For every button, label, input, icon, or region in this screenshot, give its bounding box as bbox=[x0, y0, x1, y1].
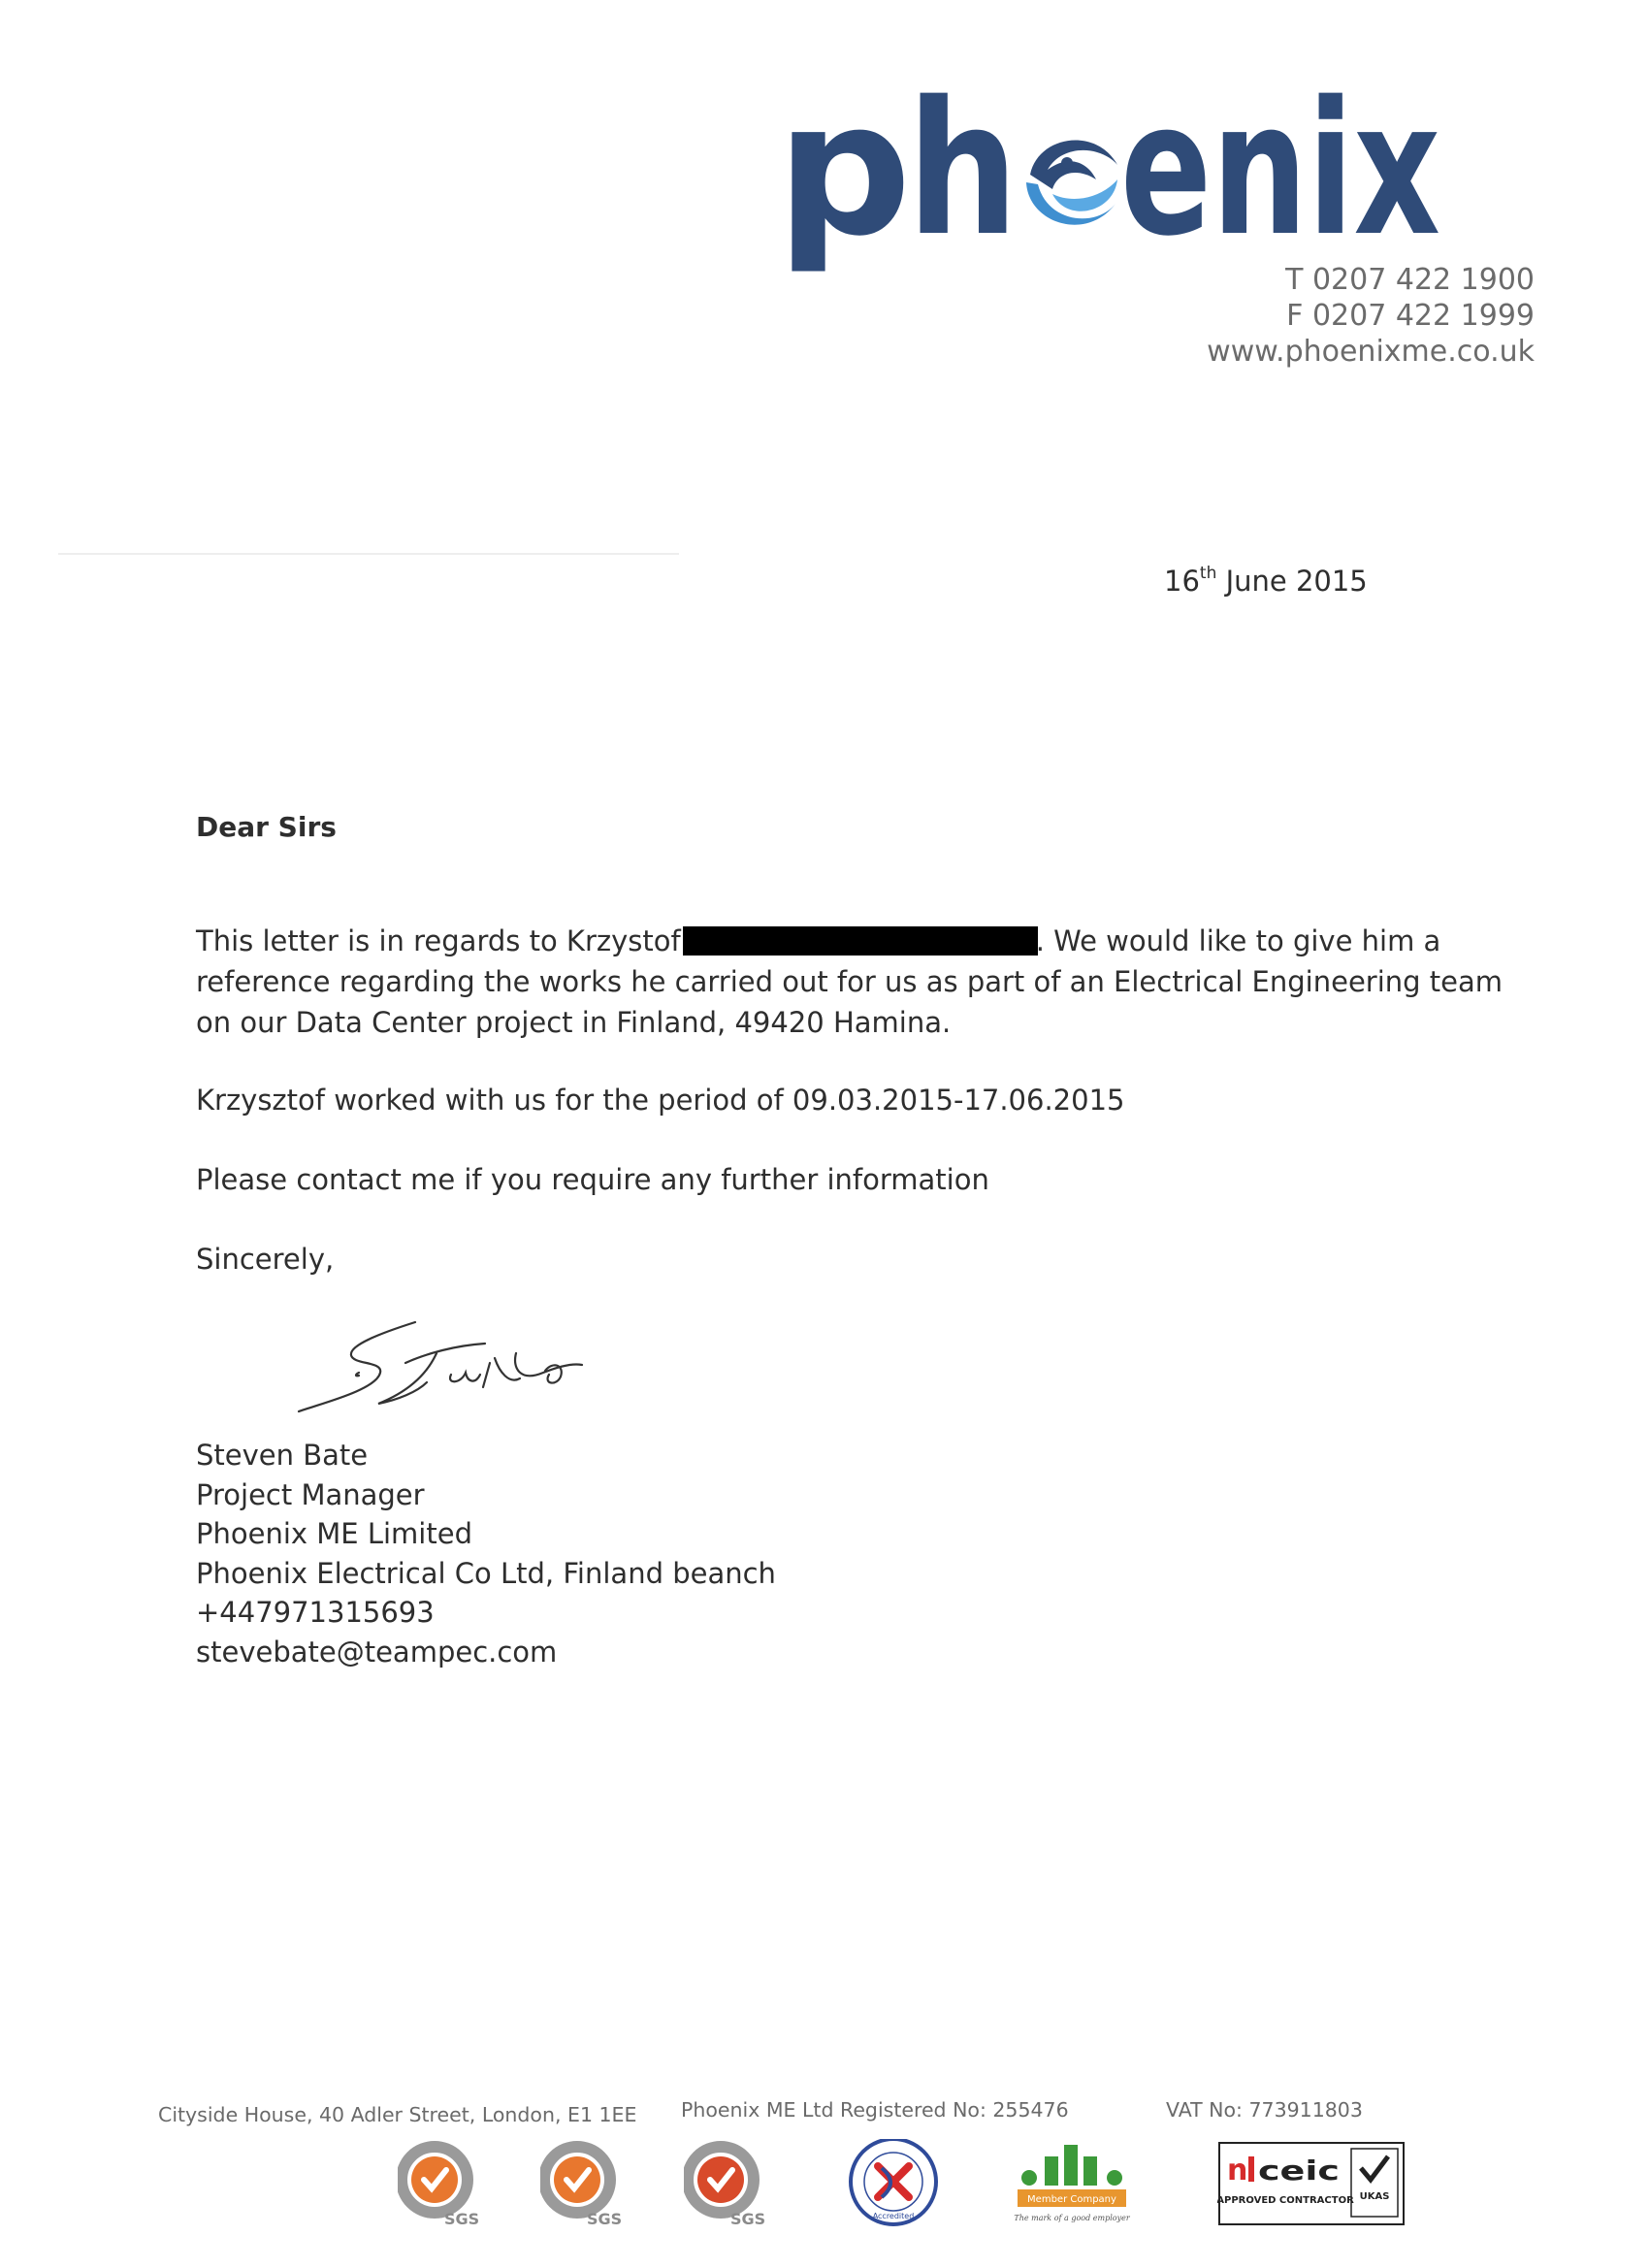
signatory-block bbox=[196, 1436, 776, 1671]
sgs-iso-9001-badge bbox=[540, 2139, 637, 2236]
phoenix-logo bbox=[776, 58, 1455, 291]
svg-text:The mark of a good employer: The mark of a good employer bbox=[1014, 2214, 1130, 2222]
constructionline-badge bbox=[847, 2139, 944, 2236]
good-employer-badge bbox=[1014, 2139, 1140, 2236]
paragraph-period: Krzysztof worked with us for the period of 09.03.2015-17.06.2015 bbox=[196, 1084, 1125, 1117]
svg-text:Member Company: Member Company bbox=[1027, 2194, 1116, 2205]
scan-artifact-line bbox=[58, 553, 679, 555]
footer-vat: VAT No: 773911803 bbox=[1166, 2098, 1363, 2122]
sgs-iso-14001-badge bbox=[398, 2139, 495, 2236]
svg-text:UKAS: UKAS bbox=[1359, 2191, 1390, 2202]
svg-text:enix: enix bbox=[1120, 62, 1440, 276]
greeting: Dear Sirs bbox=[196, 811, 337, 843]
website-link[interactable]: www.phoenixme.co.uk bbox=[1207, 335, 1535, 369]
signatory-branch: Phoenix Electrical Co Ltd, Finland beanch bbox=[196, 1556, 776, 1590]
phone-number: T 0207 422 1900 bbox=[1285, 263, 1535, 297]
letter-date: 16th June 2015 bbox=[1164, 564, 1368, 598]
sgs-ohsas-18001-badge bbox=[684, 2139, 781, 2236]
svg-text:h: h bbox=[907, 62, 1018, 276]
niceic-ukas-badge bbox=[1217, 2139, 1411, 2236]
company-contact bbox=[1207, 262, 1535, 370]
svg-text:n: n bbox=[1227, 2154, 1248, 2187]
paragraph-reference: This letter is in regards to Krzystof . We would like to give him a reference regarding the works he carried out for us as part of an Electrical Engineering team on our Data Center project in Finland, 49420 Hamina. bbox=[196, 924, 1504, 1039]
svg-text:SGS: SGS bbox=[444, 2210, 480, 2228]
signatory-title: Project Manager bbox=[196, 1477, 425, 1511]
accreditation-badges bbox=[383, 2139, 1421, 2236]
paragraph-contact: Please contact me if you require any further information bbox=[196, 1163, 989, 1196]
svg-text:p: p bbox=[776, 62, 912, 276]
footer-registration: Phoenix ME Ltd Registered No: 255476 bbox=[681, 2098, 1069, 2122]
signatory-name: Steven Bate bbox=[196, 1439, 369, 1472]
phoenix-bird-icon bbox=[1021, 129, 1122, 230]
redaction-box bbox=[683, 926, 1038, 956]
svg-text:APPROVED CONTRACTOR: APPROVED CONTRACTOR bbox=[1217, 2195, 1354, 2206]
footer-address: Cityside House, 40 Adler Street, London, E1 1EE bbox=[158, 2103, 637, 2126]
handwritten-signature bbox=[291, 1314, 621, 1421]
svg-text:SGS: SGS bbox=[730, 2210, 766, 2228]
fax-number: F 0207 422 1999 bbox=[1286, 299, 1535, 333]
closing: Sincerely, bbox=[196, 1243, 335, 1276]
svg-text:Accredited: Accredited bbox=[872, 2212, 915, 2220]
signatory-phone: +447971315693 bbox=[196, 1596, 435, 1629]
signatory-company: Phoenix ME Limited bbox=[196, 1517, 472, 1550]
signatory-email[interactable]: stevebate@teampec.com bbox=[196, 1635, 558, 1669]
svg-text:ceic: ceic bbox=[1258, 2155, 1340, 2187]
svg-text:SGS: SGS bbox=[587, 2210, 623, 2228]
